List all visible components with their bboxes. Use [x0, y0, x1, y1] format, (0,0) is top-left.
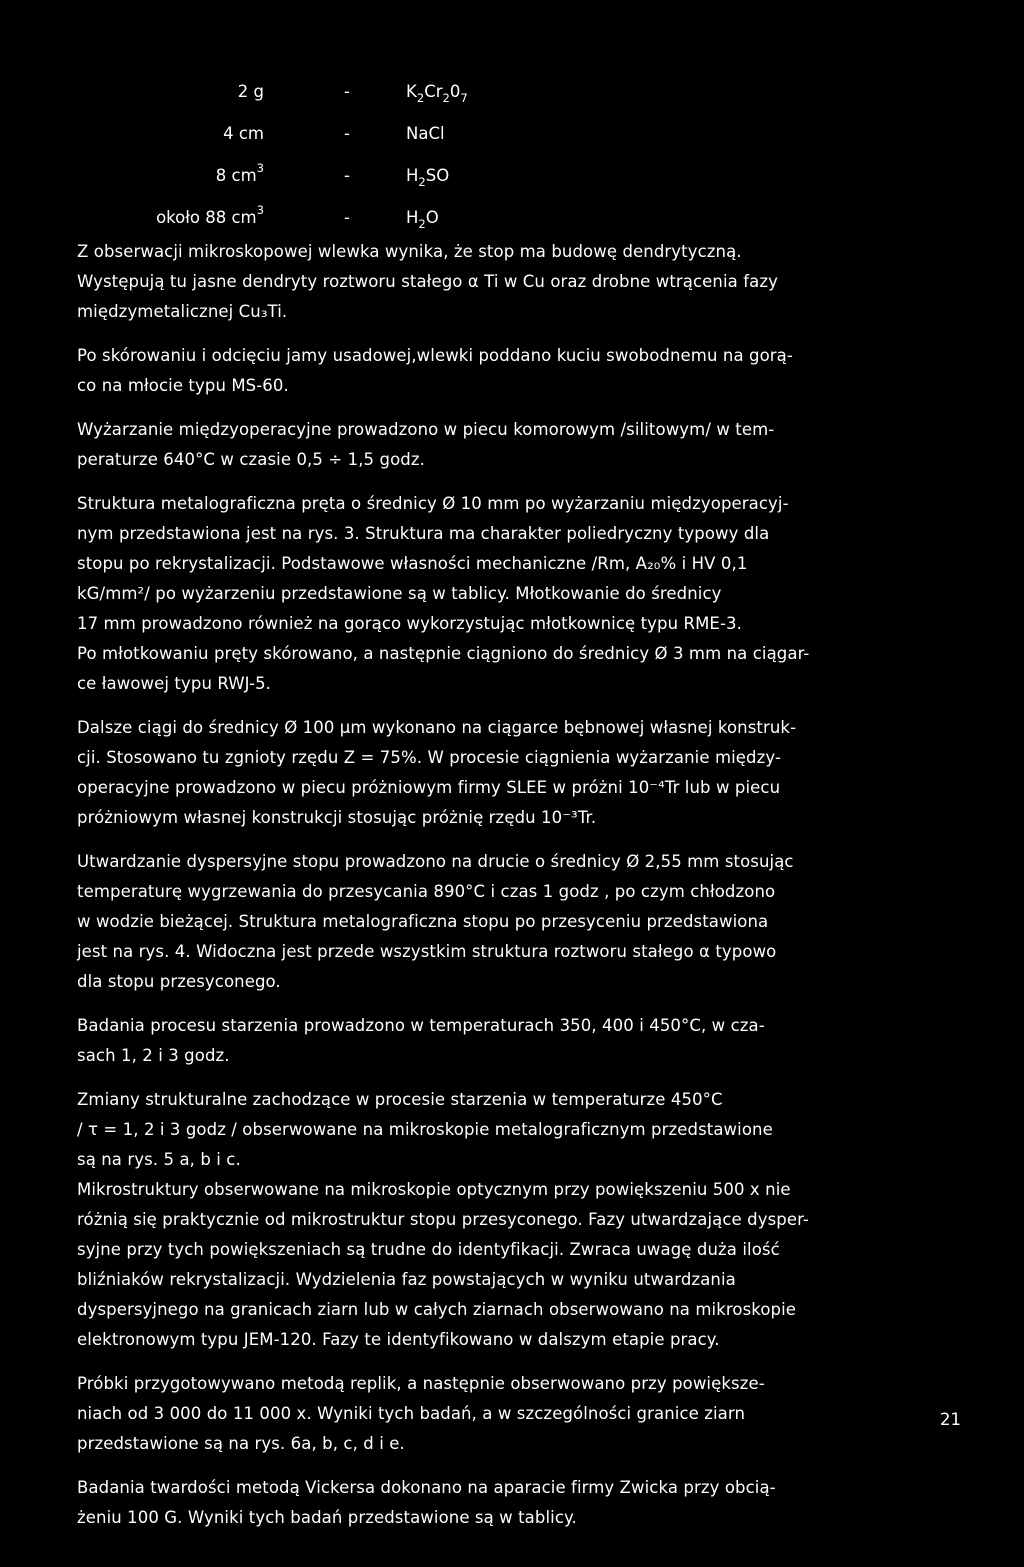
- text-line: peraturze 640°C w czasie 0,5 ÷ 1,5 godz.: [77, 450, 425, 469]
- text-line: różnią się praktycznie od mikrostruktur stopu przesyconego. Fazy utwardzające dysper-: [77, 1210, 809, 1229]
- text-line: sach 1, 2 i 3 godz.: [77, 1046, 230, 1065]
- reagent-list: [0, 80, 1024, 248]
- text-line: Struktura metalograficzna pręta o średnicy Ø 10 mm po wyżarzaniu międzyoperacyj-: [77, 494, 789, 513]
- text-line: 17 mm prowadzono również na gorąco wykorzystując młotkownicę typu RME-3.: [77, 614, 742, 633]
- paragraph: [77, 713, 947, 833]
- text-line: Dalsze ciągi do średnicy Ø 100 μm wykonano na ciągarce bębnowej własnej konstruk-: [77, 718, 797, 737]
- text-line: Po skórowaniu i odcięciu jamy usadowej,wlewki poddano kuciu swobodnemu na gorą-: [77, 346, 793, 365]
- reagent-chemical: $H_2SO$: [406, 166, 450, 189]
- paragraph: [77, 1085, 947, 1355]
- paragraph: [77, 1473, 947, 1533]
- paragraph: [77, 237, 947, 327]
- text-line: / τ = 1, 2 i 3 godz / obserwowane na mikroskopie metalograficznym przedstawione: [77, 1120, 773, 1139]
- reagent-row: [0, 122, 1024, 164]
- text-line: dyspersyjnego na granicach ziarn lub w całych ziarnach obserwowano na mikroskopie: [77, 1300, 797, 1319]
- text-line: ce ławowej typu RWJ-5.: [77, 674, 272, 693]
- reagent-row: [0, 80, 1024, 122]
- text-line: temperaturę wygrzewania do przesycania 890°C i czas 1 godz , po czym chłodzono: [77, 882, 776, 901]
- reagent-chemical: $H_2O$: [406, 208, 439, 231]
- text-line: syjne przy tych powiększeniach są trudne do identyfikacji. Zwraca uwagę duża ilość: [77, 1240, 780, 1259]
- text-line: niach od 3 000 do 11 000 x. Wyniki tych badań, a w szczególności granice ziarn: [77, 1404, 746, 1423]
- document-body: [77, 237, 947, 1533]
- reagent-chemical: $K_2Cr_20_7$: [406, 82, 468, 105]
- reagent-row: [0, 161, 1024, 206]
- reagent-amount: 4 cm: [223, 124, 264, 143]
- text-line: Utwardzanie dyspersyjne stopu prowadzono na drucie o średnicy Ø 2,55 mm stosując: [77, 852, 794, 871]
- paragraph: [77, 341, 947, 401]
- text-line: Badania twardości metodą Vickersa dokonano na aparacie firmy Zwicka przy obcią-: [77, 1478, 776, 1497]
- paragraph: [77, 1369, 947, 1459]
- text-line: jest na rys. 4. Widoczna jest przede wszystkim struktura roztworu stałego α typowo: [77, 942, 777, 961]
- reagent-chemical: NaCl: [406, 124, 445, 143]
- paragraph: [77, 847, 947, 997]
- reagent-amount: około 88 $cm^3$: [156, 203, 264, 227]
- text-line: w wodzie bieżącej. Struktura metalograficzna stopu po przesyceniu przedstawiona: [77, 912, 769, 931]
- paragraph: [77, 489, 947, 699]
- text-line: Z obserwacji mikroskopowej wlewka wynika, że stop ma budowę dendrytyczną.: [77, 242, 742, 261]
- text-line: cji. Stosowano tu zgnioty rzędu Z = 75%. W procesie ciągnienia wyżarzanie między-: [77, 748, 782, 767]
- reagent-dash: -: [344, 82, 350, 101]
- text-line: międzymetalicznej Cu₃Ti.: [77, 302, 288, 321]
- text-line: Badania procesu starzenia prowadzono w temperaturach 350, 400 i 450°C, w cza-: [77, 1016, 765, 1035]
- text-line: Próbki przygotowywano metodą replik, a następnie obserwowano przy powiększe-: [77, 1374, 765, 1393]
- text-line: Mikrostruktury obserwowane na mikroskopie optycznym przy powiększeniu 500 x nie: [77, 1180, 791, 1199]
- text-line: Wyżarzanie międzyoperacyjne prowadzono w piecu komorowym /silitowym/ w tem-: [77, 420, 775, 439]
- text-line: stopu po rekrystalizacji. Podstawowe własności mechaniczne /Rm, A₂₀% i HV 0,1: [77, 554, 748, 573]
- reagent-dash: -: [344, 208, 350, 227]
- text-line: żeniu 100 G. Wyniki tych badań przedstawione są w tablicy.: [77, 1508, 577, 1527]
- paragraph: [77, 1011, 947, 1071]
- text-line: co na młocie typu MS-60.: [77, 376, 289, 395]
- reagent-amount: 8 $cm^3$: [215, 161, 264, 185]
- text-line: dla stopu przesyconego.: [77, 972, 281, 991]
- text-line: elektronowym typu JEM-120. Fazy te identyfikowano w dalszym etapie pracy.: [77, 1330, 720, 1349]
- paragraph: [77, 415, 947, 475]
- reagent-dash: -: [344, 124, 350, 143]
- page-number: 21: [940, 1410, 961, 1429]
- reagent-amount: 2 g: [237, 82, 264, 101]
- text-line: Po młotkowaniu pręty skórowano, a następnie ciągniono do średnicy Ø 3 mm na ciągar-: [77, 644, 810, 663]
- text-line: próżniowym własnej konstrukcji stosując próżnię rzędu 10⁻³Tr.: [77, 808, 597, 827]
- text-line: operacyjne prowadzono w piecu próżniowym firmy SLEE w próżni 10⁻⁴Tr lub w piecu: [77, 778, 781, 797]
- text-line: przedstawione są na rys. 6a, b, c, d i e.: [77, 1434, 405, 1453]
- reagent-dash: -: [344, 166, 350, 185]
- text-line: są na rys. 5 a, b i c.: [77, 1150, 241, 1169]
- text-line: bliźniaków rekrystalizacji. Wydzielenia faz powstających w wyniku utwardzania: [77, 1270, 736, 1289]
- text-line: kG/mm²/ po wyżarzeniu przedstawione są w tablicy. Młotkowanie do średnicy: [77, 584, 722, 603]
- text-line: Występują tu jasne dendryty roztworu stałego α Ti w Cu oraz drobne wtrącenia fazy: [77, 272, 778, 291]
- text-line: nym przedstawiona jest na rys. 3. Struktura ma charakter poliedryczny typowy dla: [77, 524, 770, 543]
- text-line: Zmiany strukturalne zachodzące w procesie starzenia w temperaturze 450°C: [77, 1090, 723, 1109]
